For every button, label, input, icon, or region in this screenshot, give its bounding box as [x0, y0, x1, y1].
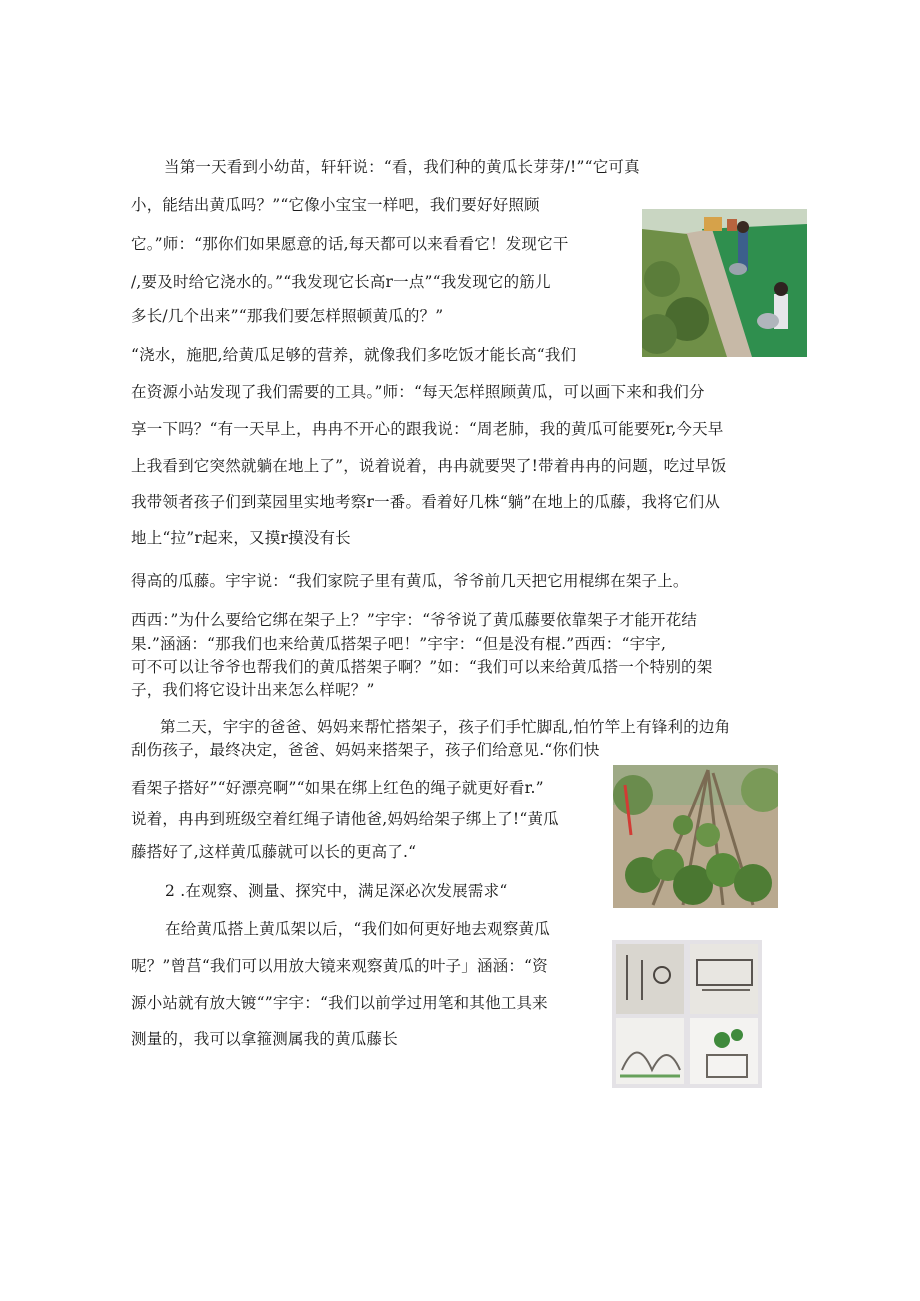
paragraph-line: 当第一天看到小幼苗，轩轩说：“看，我们种的黄瓜长芽芽/!”“它可真 — [164, 158, 640, 176]
paragraph-line: 小，能结出黄瓜吗？”“它像小宝宝一样吧，我们要好好照顾 — [131, 196, 540, 214]
photo-children-drawings-icon — [612, 940, 762, 1088]
paragraph-line: 说着，冉冉到班级空着红绳子请他爸,妈妈给架子绑上了!“黄瓜 — [131, 810, 559, 828]
paragraph-line: 它。”师：“那你们如果愿意的话,每天都可以来看看它！发现它干 — [131, 235, 569, 253]
paragraph-line: 多长/几个出来”“那我们要怎样照顿黄瓜的？” — [131, 307, 444, 325]
paragraph-line: 上我看到它突然就躺在地上了”，说着说着，冉冉就要哭了!带着冉冉的问题，吃过早饭 — [131, 457, 727, 475]
paragraph-line: 在资源小站发现了我们需要的工具。”师：“每天怎样照顾黄瓜，可以画下来和我们分 — [131, 383, 705, 401]
section-heading: 2 .在观察、测量、探究中，满足深必次发展需求“ — [165, 882, 508, 900]
paragraph-line: 得高的瓜藤。宇宇说：“我们家院子里有黄瓜，爷爷前几天把它用棍绑在架子上。 — [131, 572, 689, 590]
paragraph-line: 呢？”曾莒“我们可以用放大镜来观察黄瓜的叶子」涵涵：“资 — [131, 957, 548, 975]
paragraph-line: 测量的，我可以拿箍测属我的黄瓜藤长 — [131, 1030, 398, 1048]
paragraph-line: 可不可以让爷爷也帮我们的黄瓜搭架子啊？”如：“我们可以来给黄瓜搭一个特别的架 — [131, 658, 713, 676]
photo-children-watering — [642, 209, 807, 357]
photo-children-drawings — [612, 940, 762, 1088]
paragraph-line: 享一下吗？“有一天早上，冉冉不开心的跟我说：“周老肺，我的黄瓜可能要死r,今天早 — [131, 420, 724, 438]
photo-cucumber-trellis — [613, 765, 778, 908]
paragraph-line: 西西：”为什么要给它绑在架子上？”宇宇：“爷爷说了黄瓜藤要依靠架子才能开花结 — [131, 611, 698, 629]
paragraph-line: 第二天，宇宇的爸爸、妈妈来帮忙搭架子，孩子们手忙脚乱,怕竹竿上有锋利的边角 — [160, 718, 731, 736]
paragraph-line: 看架子搭好”“好漂亮啊”“如果在绑上红色的绳子就更好看r.” — [131, 779, 544, 797]
photo-cucumber-trellis-icon — [613, 765, 778, 908]
paragraph-line: 我带领者孩子们到菜园里实地考察r一番。看着好几株“躺”在地上的瓜藤，我将它们从 — [131, 493, 721, 511]
photo-children-watering-icon — [642, 209, 807, 357]
paragraph-line: /,要及时给它浇水的。”“我发现它长高r一点”“我发现它的筋儿 — [131, 273, 551, 291]
paragraph-line: 在给黄瓜搭上黄瓜架以后，“我们如何更好地去观察黄瓜 — [165, 920, 550, 938]
paragraph-line: 源小站就有放大镀“”宇宇：“我们以前学过用笔和其他工具来 — [131, 994, 548, 1012]
paragraph-line: 子，我们将它设计出来怎么样呢？” — [131, 681, 375, 699]
paragraph-line: 刮伤孩子，最终决定，爸爸、妈妈来搭架子，孩子们给意见.“你们快 — [131, 741, 600, 759]
paragraph-line: 地上“拉”r起来，又摸r摸没有长 — [131, 529, 351, 547]
paragraph-line: “浇水，施肥,给黄瓜足够的营养，就像我们多吃饭才能长高“我们 — [131, 346, 577, 364]
paragraph-line: 藤搭好了,这样黄瓜藤就可以长的更高了.“ — [131, 843, 417, 861]
paragraph-line: 果.”涵涵：“那我们也来给黄瓜搭架子吧！”宇宇：“但是没有棍.”西西：“宇宇, — [131, 635, 667, 653]
